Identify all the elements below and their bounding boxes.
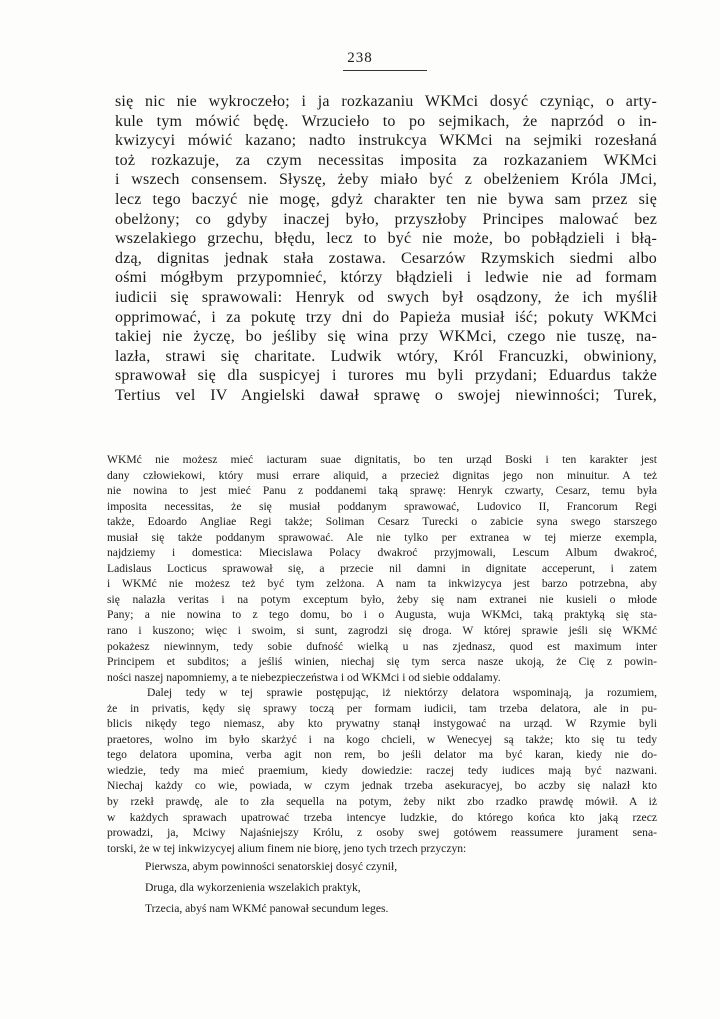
footnote-line: pokażesz niewinnym, tedy sobie dufność wielką u nas zjednasz, quod est maximum inter	[107, 639, 657, 653]
main-text-line: i wszech consensem. Słyszę, żeby miało być z obelżeniem Króla JMci,	[115, 171, 657, 189]
footnote-line: rano i kuszono; więc i swoim, si sunt, zagrodzi się droga. W której sprawie jeśli się WKMć	[107, 624, 657, 638]
footnote-line: Pany; a nie nowina to z tego domu, bo i o Augusta, wuja WKMci, taką praktyką się sta-	[107, 608, 657, 622]
page-number: 238	[347, 50, 373, 66]
footnote-line: najdziemy i domestica: Miecislawa Polacy dwakroć przyjmowali, Lescum Album dwakroć,	[107, 546, 657, 560]
footnote-line: ności naszej napomniemy, a te niebezpieczeństwa i od WKMci i od siebie oddalamy.	[107, 670, 501, 684]
main-text-line: sprawował się dla suspicyej i turores mu byli przydani; Eduardus także	[115, 367, 657, 385]
reason-list-item: Trzecia, abyś nam WKMć panował secundum leges.	[145, 902, 389, 916]
main-text-line: opprimować, i za pokutę trzy dni do Papieża musiał iść; pokuty WKMci	[115, 308, 657, 326]
footnote-line: torski, że w tej inkwizycyej alium finem nie biorę, jeno tych trzech przyczyn:	[107, 841, 467, 855]
footnote-line: także, Edoardo Angliae Regi także; Soliman Cesarz Turecki o zabicie syna swego starszego	[107, 515, 657, 529]
footnote-line: blicis nikędy tego niemasz, aby kto prywatny stanął instygować na urząd. W Rzymie byli	[107, 717, 657, 731]
main-text-line: kule tym mówić będę. Wrzuciełо to po sejmikach, że naprzód o in-	[115, 112, 657, 130]
reason-list-item: Druga, dla wykorzenienia wszelakich praktyk,	[145, 881, 361, 895]
main-text-line: toż rozkazuje, za czym necessitas imposita za rozkazaniem WKMci	[115, 151, 657, 169]
footnote-line: prowadzi, ja, Mciwy Najaśniejszy Królu, z osoby swej gotówem reassumere jurament sena-	[107, 826, 657, 840]
footnote-line: w każdych sprawach upatrować trzeba intencye ludzkie, do którego końca kto jaką rzecz	[107, 810, 657, 824]
footnote-line: tego delatora upomina, verba agit non rem, bo jeśli delator ma być karan, kiedy nie do-	[107, 748, 657, 762]
footnote-line: Principem et subditos; a jeśliś winien, niechaj się tym serca nasze ukoją, że Cię z powin-	[107, 655, 657, 669]
footnote-line: imposita necessitas, że się musiał poddanym sprawować, Ludovico II, Francorum Regi	[107, 499, 657, 513]
footnote-line: Ladislaus Locticus sprawował się, a przecie nil damni in dignitate acceperunt, i zatem	[107, 561, 657, 575]
main-text-line: dzą, dignitas jednak stała zostawa. Cesarzów Rzymskich siedmi albo	[115, 249, 657, 267]
main-text-line: kwizycyi mówić kazano; nadto instrukcya WKMci na sejmiki rozesłaná	[115, 132, 657, 150]
footnote-line: nie nowina to jest mieć Panu z poddanemi taką sprawę: Henryk czwarty, Cesarz, temu była	[107, 484, 657, 498]
footnote-line: i WKMć nie możesz też być tym zelżona. A nam ta inkwizycya jest barzo potrzebna, aby	[107, 577, 657, 591]
main-text-line: obelżony; co gdyby inaczej było, przyszłoby Principes malować bez	[115, 210, 657, 228]
main-text-line: Tertius vel IV Angielski dawał sprawę o swojej niewinności; Turek,	[115, 386, 657, 404]
main-text-line: lazła, strawi się charitate. Ludwik wtóry, Król Francuzki, obwiniony,	[115, 347, 657, 365]
page-number-rule	[343, 70, 427, 71]
footnote-line: że in privatis, kędy się sprawy toczą per formam iudicii, tam trzeba delatora, ale in pu-	[107, 701, 657, 715]
main-body-text	[115, 92, 657, 406]
main-text-line: takiej nie życzę, bo jeśliby się wina przy WKMci, czego nie tuszę, na-	[115, 328, 657, 346]
footnote-line: się nalazła veritas i na potym exceptum było, żeby się nam extranei nie kusieli o młode	[107, 592, 657, 606]
main-text-line: lecz tego baczyć nie mogę, gdyż charakter ten nie bywa sam przez się	[115, 190, 657, 208]
footnote-line: wiedzie, tedy ma mieć praemium, kiedy dowiedzie: raczej tedy iudices mają być nazwani.	[107, 763, 657, 777]
reason-list-item: Pierwsza, abym powinności senatorskiej dosyć czynił,	[145, 860, 398, 874]
main-text-line: wszelakiego grzechu, błędu, lecz to być nie może, bo pobłądzieli i błą-	[115, 230, 657, 248]
main-text-line: ośmi mógłbym przypomnieć, którzy błądzieli i ledwie nie ad formam	[115, 269, 657, 287]
footnote-line: WKMć nie możesz mieć iacturam suae dignitatis, bo ten urząd Boski i ten karakter jest	[107, 453, 657, 466]
main-text-line: się nic nie wykroczeło; i ja rozkazaniu WKMci dosyć czyniąc, o arty-	[115, 93, 657, 110]
footnote-line: Niechaj każdy co wie, powiada, w czym jednak trzeba asekuracyej, bo aczby się nalazł kto	[107, 779, 657, 793]
footnote-line: praetores, wolno im było skarżyć i na kogo chcieli, w Wenecyej są także; kto się tu tedy	[107, 732, 657, 746]
footnote-block	[107, 452, 657, 919]
footnote-line: musiał się także poddanym sprawować. Ale nie tylko per extranea w tej mierze exempla,	[107, 530, 657, 544]
footnote-line: dany człowiekowi, który musi errare aliquid, a przecież dignitas jego non minuitur. A też	[107, 468, 657, 482]
footnote-line: by rzekł prawdę, ale to zła sequella na potym, żeby nikt zbo rzadko prawdę mówił. A iż	[107, 795, 657, 809]
footnote-line: Dalej tedy w tej sprawie postępując, iż niektórzy delatora wspominają, ja rozumiem,	[147, 686, 657, 700]
main-text-line: iudicii się sprawowali: Henryk od swych był osądzony, że ich myślił	[115, 288, 657, 306]
